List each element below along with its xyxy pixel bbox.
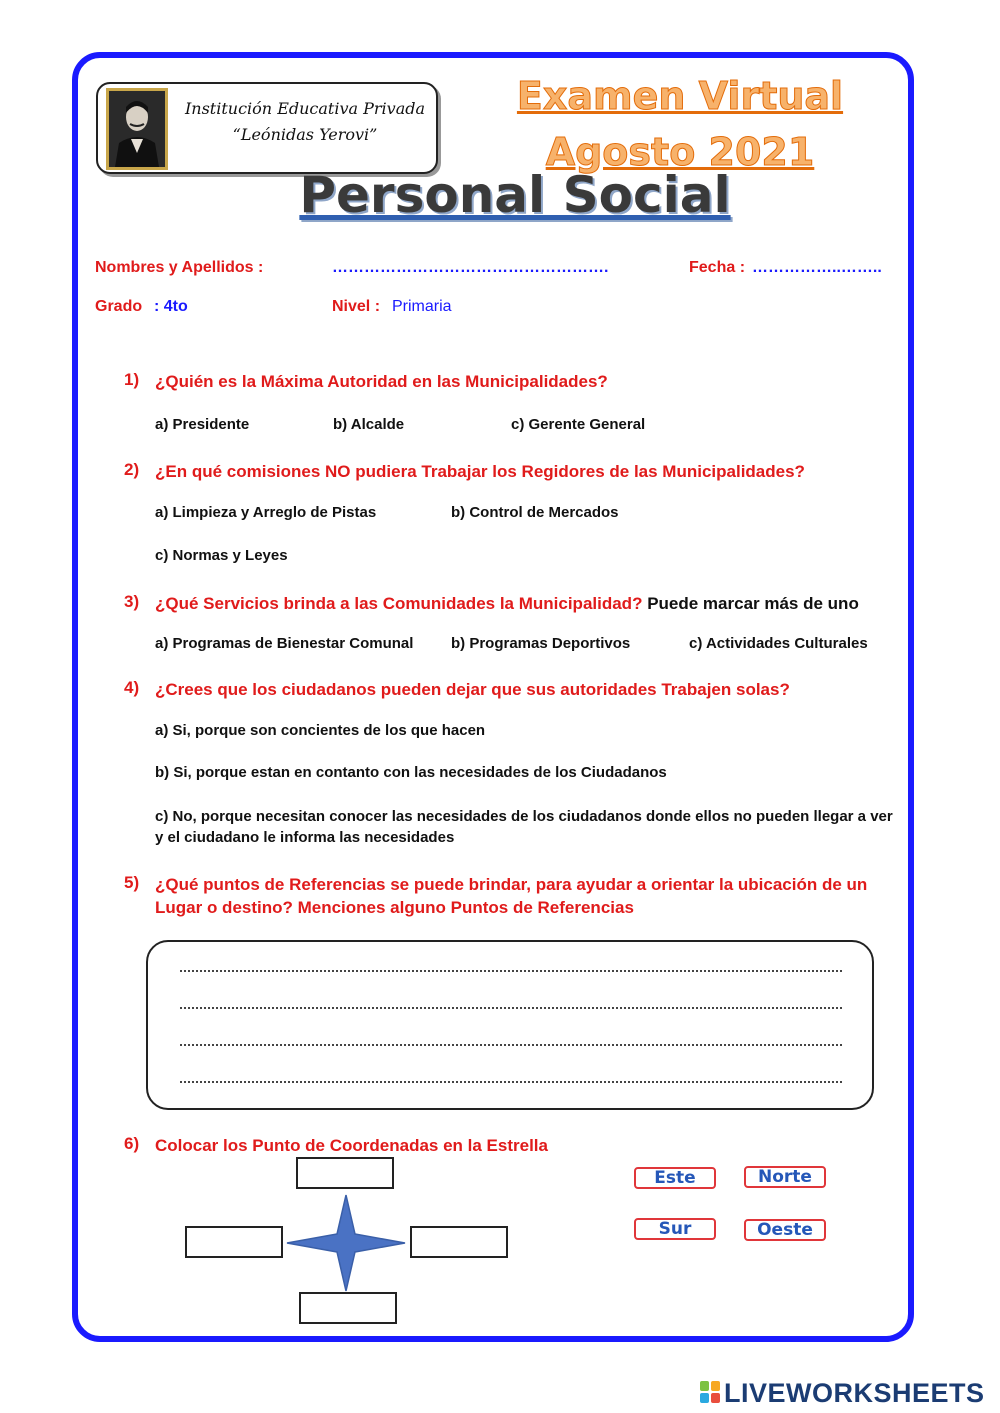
west-drop-box[interactable] — [185, 1226, 283, 1258]
q3-option-b[interactable]: b) Programas Deportivos — [451, 635, 631, 652]
answer-line[interactable] — [180, 1081, 842, 1083]
compass-star-icon — [285, 1193, 407, 1293]
name-field[interactable]: ……………………………………………. — [332, 259, 609, 276]
answer-line[interactable] — [180, 970, 842, 972]
liveworksheets-logo — [700, 1376, 985, 1410]
school-name-line1: Institución Educativa Privada — [184, 99, 426, 118]
answer-line[interactable] — [180, 1044, 842, 1046]
question-number: 4) — [124, 678, 140, 697]
q3-option-c[interactable]: c) Actividades Culturales — [689, 635, 868, 652]
q1-option-c[interactable]: c) Gerente General — [511, 416, 646, 433]
question-2 — [124, 460, 805, 481]
name-label: Nombres y Apellidos : — [95, 259, 264, 276]
question-1 — [124, 370, 608, 391]
q1-option-b[interactable]: b) Alcalde — [333, 416, 405, 433]
question-4 — [124, 678, 790, 699]
question-number: 3) — [124, 592, 140, 611]
south-drop-box[interactable] — [299, 1292, 397, 1324]
answer-box[interactable] — [146, 940, 874, 1110]
tag-norte[interactable]: Norte — [744, 1166, 826, 1188]
question-text: ¿En qué comisiones NO pudiera Trabajar los Regidores de las Municipalidades? — [155, 462, 805, 481]
question-number: 2) — [124, 460, 140, 479]
tag-oeste[interactable]: Oeste — [744, 1219, 826, 1241]
founder-portrait — [106, 88, 168, 170]
question-note: Puede marcar más de uno — [647, 594, 859, 613]
school-logo-box — [96, 82, 438, 174]
liveworksheets-icon — [700, 1381, 722, 1405]
school-name-line2: “Leónidas Yerovi” — [232, 125, 378, 144]
page-title: Personal Social — [299, 166, 731, 224]
question-text: Colocar los Punto de Coordenadas en la Estrella — [155, 1136, 548, 1155]
liveworksheets-brand: LIVEWORKSHEETS — [724, 1377, 985, 1408]
q2-option-b[interactable]: b) Control de Mercados — [451, 504, 619, 521]
north-drop-box[interactable] — [296, 1157, 394, 1189]
question-number: 6) — [124, 1134, 140, 1153]
level-label: Nivel : — [332, 298, 381, 315]
question-number: 1) — [124, 370, 140, 389]
question-text: ¿Qué Servicios brinda a las Comunidades la Municipalidad? — [155, 594, 643, 613]
date-field[interactable]: ……………..…….. — [752, 259, 882, 276]
q3-option-a[interactable]: a) Programas de Bienestar Comunal — [155, 635, 414, 652]
answer-line[interactable] — [180, 1007, 842, 1009]
question-text: ¿Qué puntos de Referencias se puede brindar, para ayudar a orientar la ubicación de un Lugar o destino? Menciones alguno Puntos de Referencias — [155, 875, 868, 917]
question-number: 5) — [124, 873, 140, 892]
exam-title: Examen Virtual Agosto 2021 — [516, 74, 844, 174]
date-label: Fecha : — [689, 259, 746, 276]
school-name — [176, 96, 434, 148]
tag-este[interactable]: Este — [634, 1167, 716, 1189]
question-text: ¿Quién es la Máxima Autoridad en las Municipalidades? — [155, 372, 608, 391]
tag-sur[interactable]: Sur — [634, 1218, 716, 1240]
q2-option-a[interactable]: a) Limpieza y Arreglo de Pistas — [155, 504, 377, 521]
q4-option-b[interactable]: b) Si, porque estan en contanto con las necesidades de los Ciudadanos — [155, 764, 667, 781]
question-3 — [124, 592, 859, 613]
level-value: Primaria — [392, 298, 452, 315]
east-drop-box[interactable] — [410, 1226, 508, 1258]
grade-label: Grado — [95, 298, 143, 315]
q2-option-c[interactable]: c) Normas y Leyes — [155, 547, 288, 564]
grade-value: : 4to — [154, 298, 188, 315]
question-text: ¿Crees que los ciudadanos pueden dejar que sus autoridades Trabajen solas? — [155, 680, 790, 699]
q4-option-c[interactable]: c) No, porque necesitan conocer las necesidades de los ciudadanos donde ellos no pueden llegar a ver y el ciudadano le informa las necesidades — [155, 808, 893, 846]
question-5 — [124, 873, 868, 917]
question-6 — [124, 1134, 548, 1155]
q4-option-a[interactable]: a) Si, porque son concientes de los que hacen — [155, 722, 486, 739]
q1-option-a[interactable]: a) Presidente — [155, 416, 250, 433]
